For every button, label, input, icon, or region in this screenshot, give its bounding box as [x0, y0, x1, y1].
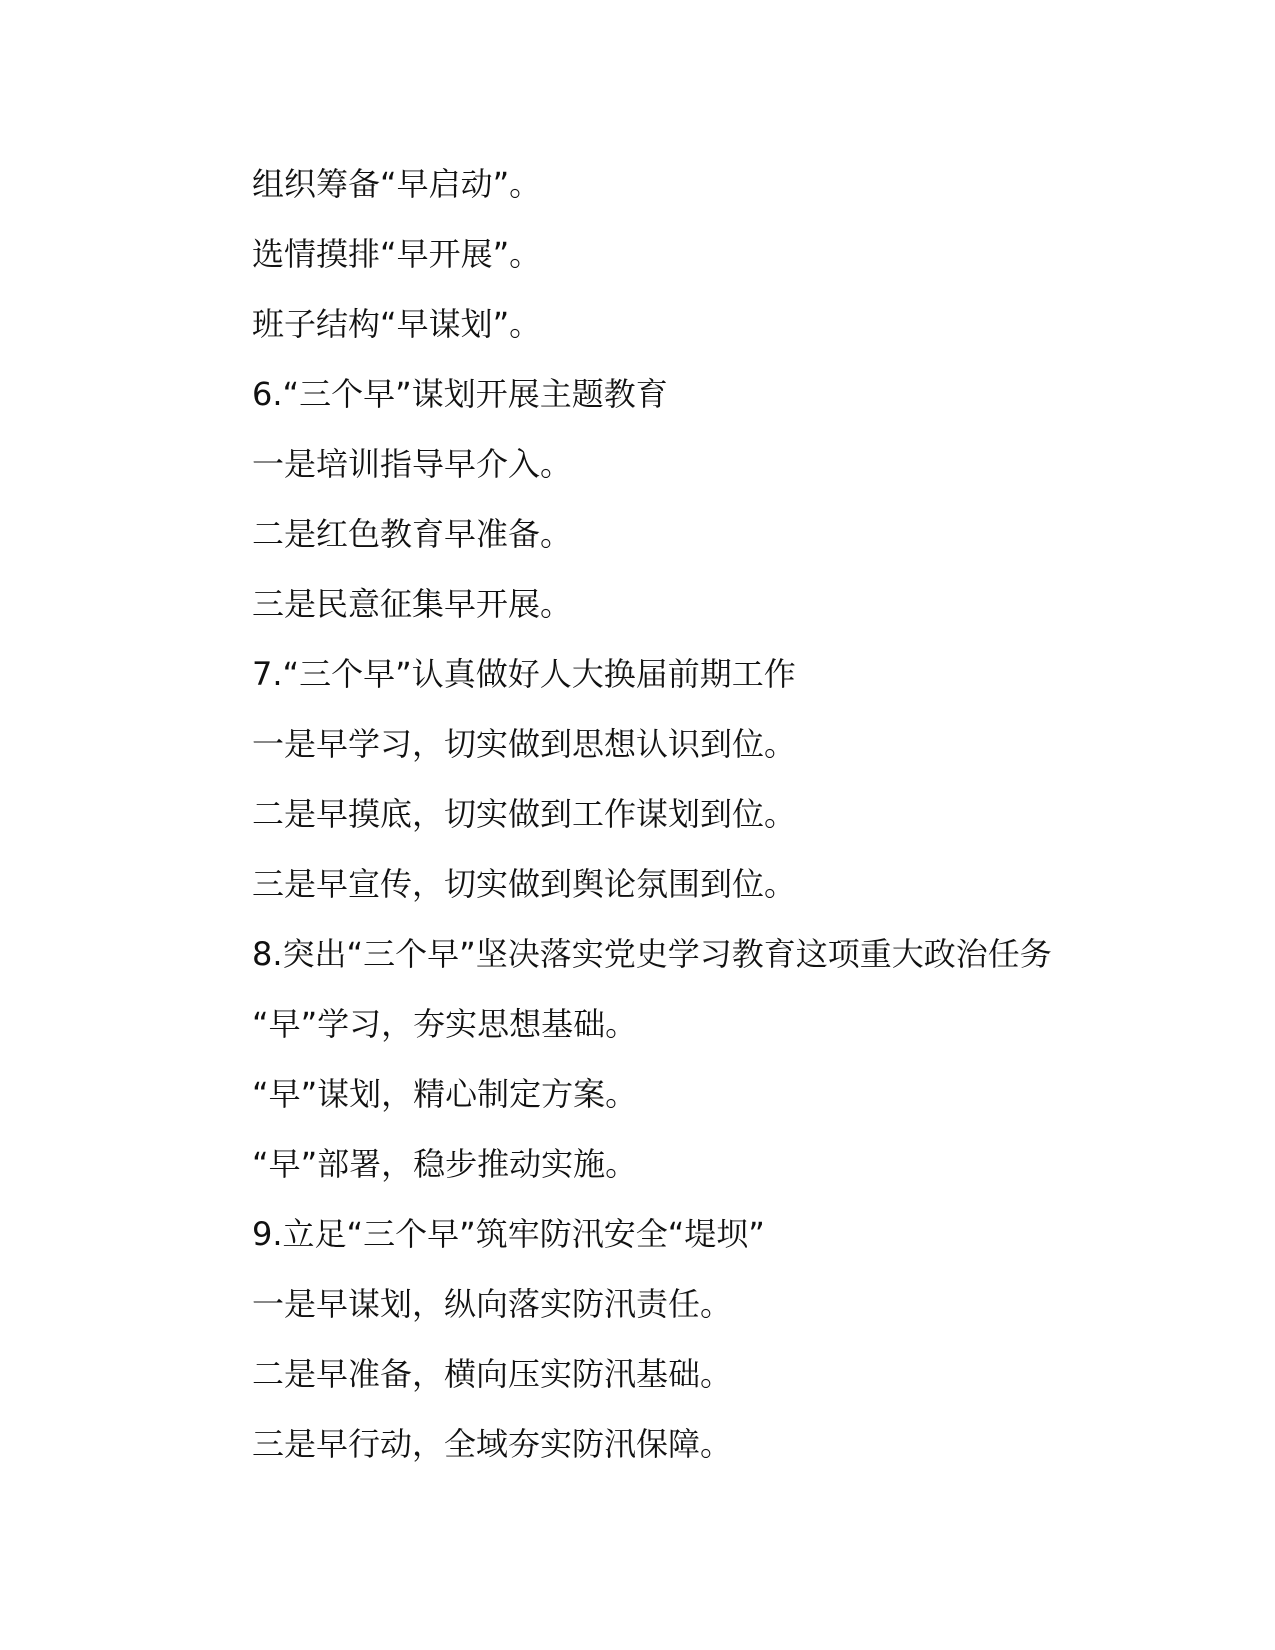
section-heading-8: 8.突出“三个早”坚决落实党史学习教育这项重大政治任务	[252, 935, 1052, 973]
paragraph-line: 三是早行动，全域夯实防汛保障。	[252, 1425, 733, 1463]
paragraph-line: 三是民意征集早开展。	[252, 585, 573, 623]
paragraph-line: “早”部署，稳步推动实施。	[252, 1145, 638, 1183]
paragraph-line: 二是红色教育早准备。	[252, 515, 573, 553]
section-heading-6: 6.“三个早”谋划开展主题教育	[252, 375, 668, 413]
paragraph-line: 一是培训指导早介入。	[252, 445, 573, 483]
paragraph-line: “早”学习，夯实思想基础。	[252, 1005, 638, 1043]
paragraph-line: “早”谋划，精心制定方案。	[252, 1075, 638, 1113]
section-heading-9: 9.立足“三个早”筑牢防汛安全“堤坝”	[252, 1215, 765, 1253]
paragraph-line: 一是早谋划，纵向落实防汛责任。	[252, 1285, 733, 1323]
paragraph-line: 组织筹备“早启动”。	[252, 165, 542, 203]
paragraph-line: 二是早准备，横向压实防汛基础。	[252, 1355, 733, 1393]
section-heading-7: 7.“三个早”认真做好人大换届前期工作	[252, 655, 796, 693]
paragraph-line: 一是早学习，切实做到思想认识到位。	[252, 725, 797, 763]
paragraph-line: 三是早宣传，切实做到舆论氛围到位。	[252, 865, 797, 903]
paragraph-line: 二是早摸底，切实做到工作谋划到位。	[252, 795, 797, 833]
paragraph-line: 选情摸排“早开展”。	[252, 235, 542, 273]
paragraph-line: 班子结构“早谋划”。	[252, 305, 542, 343]
document-body	[252, 158, 1152, 1488]
